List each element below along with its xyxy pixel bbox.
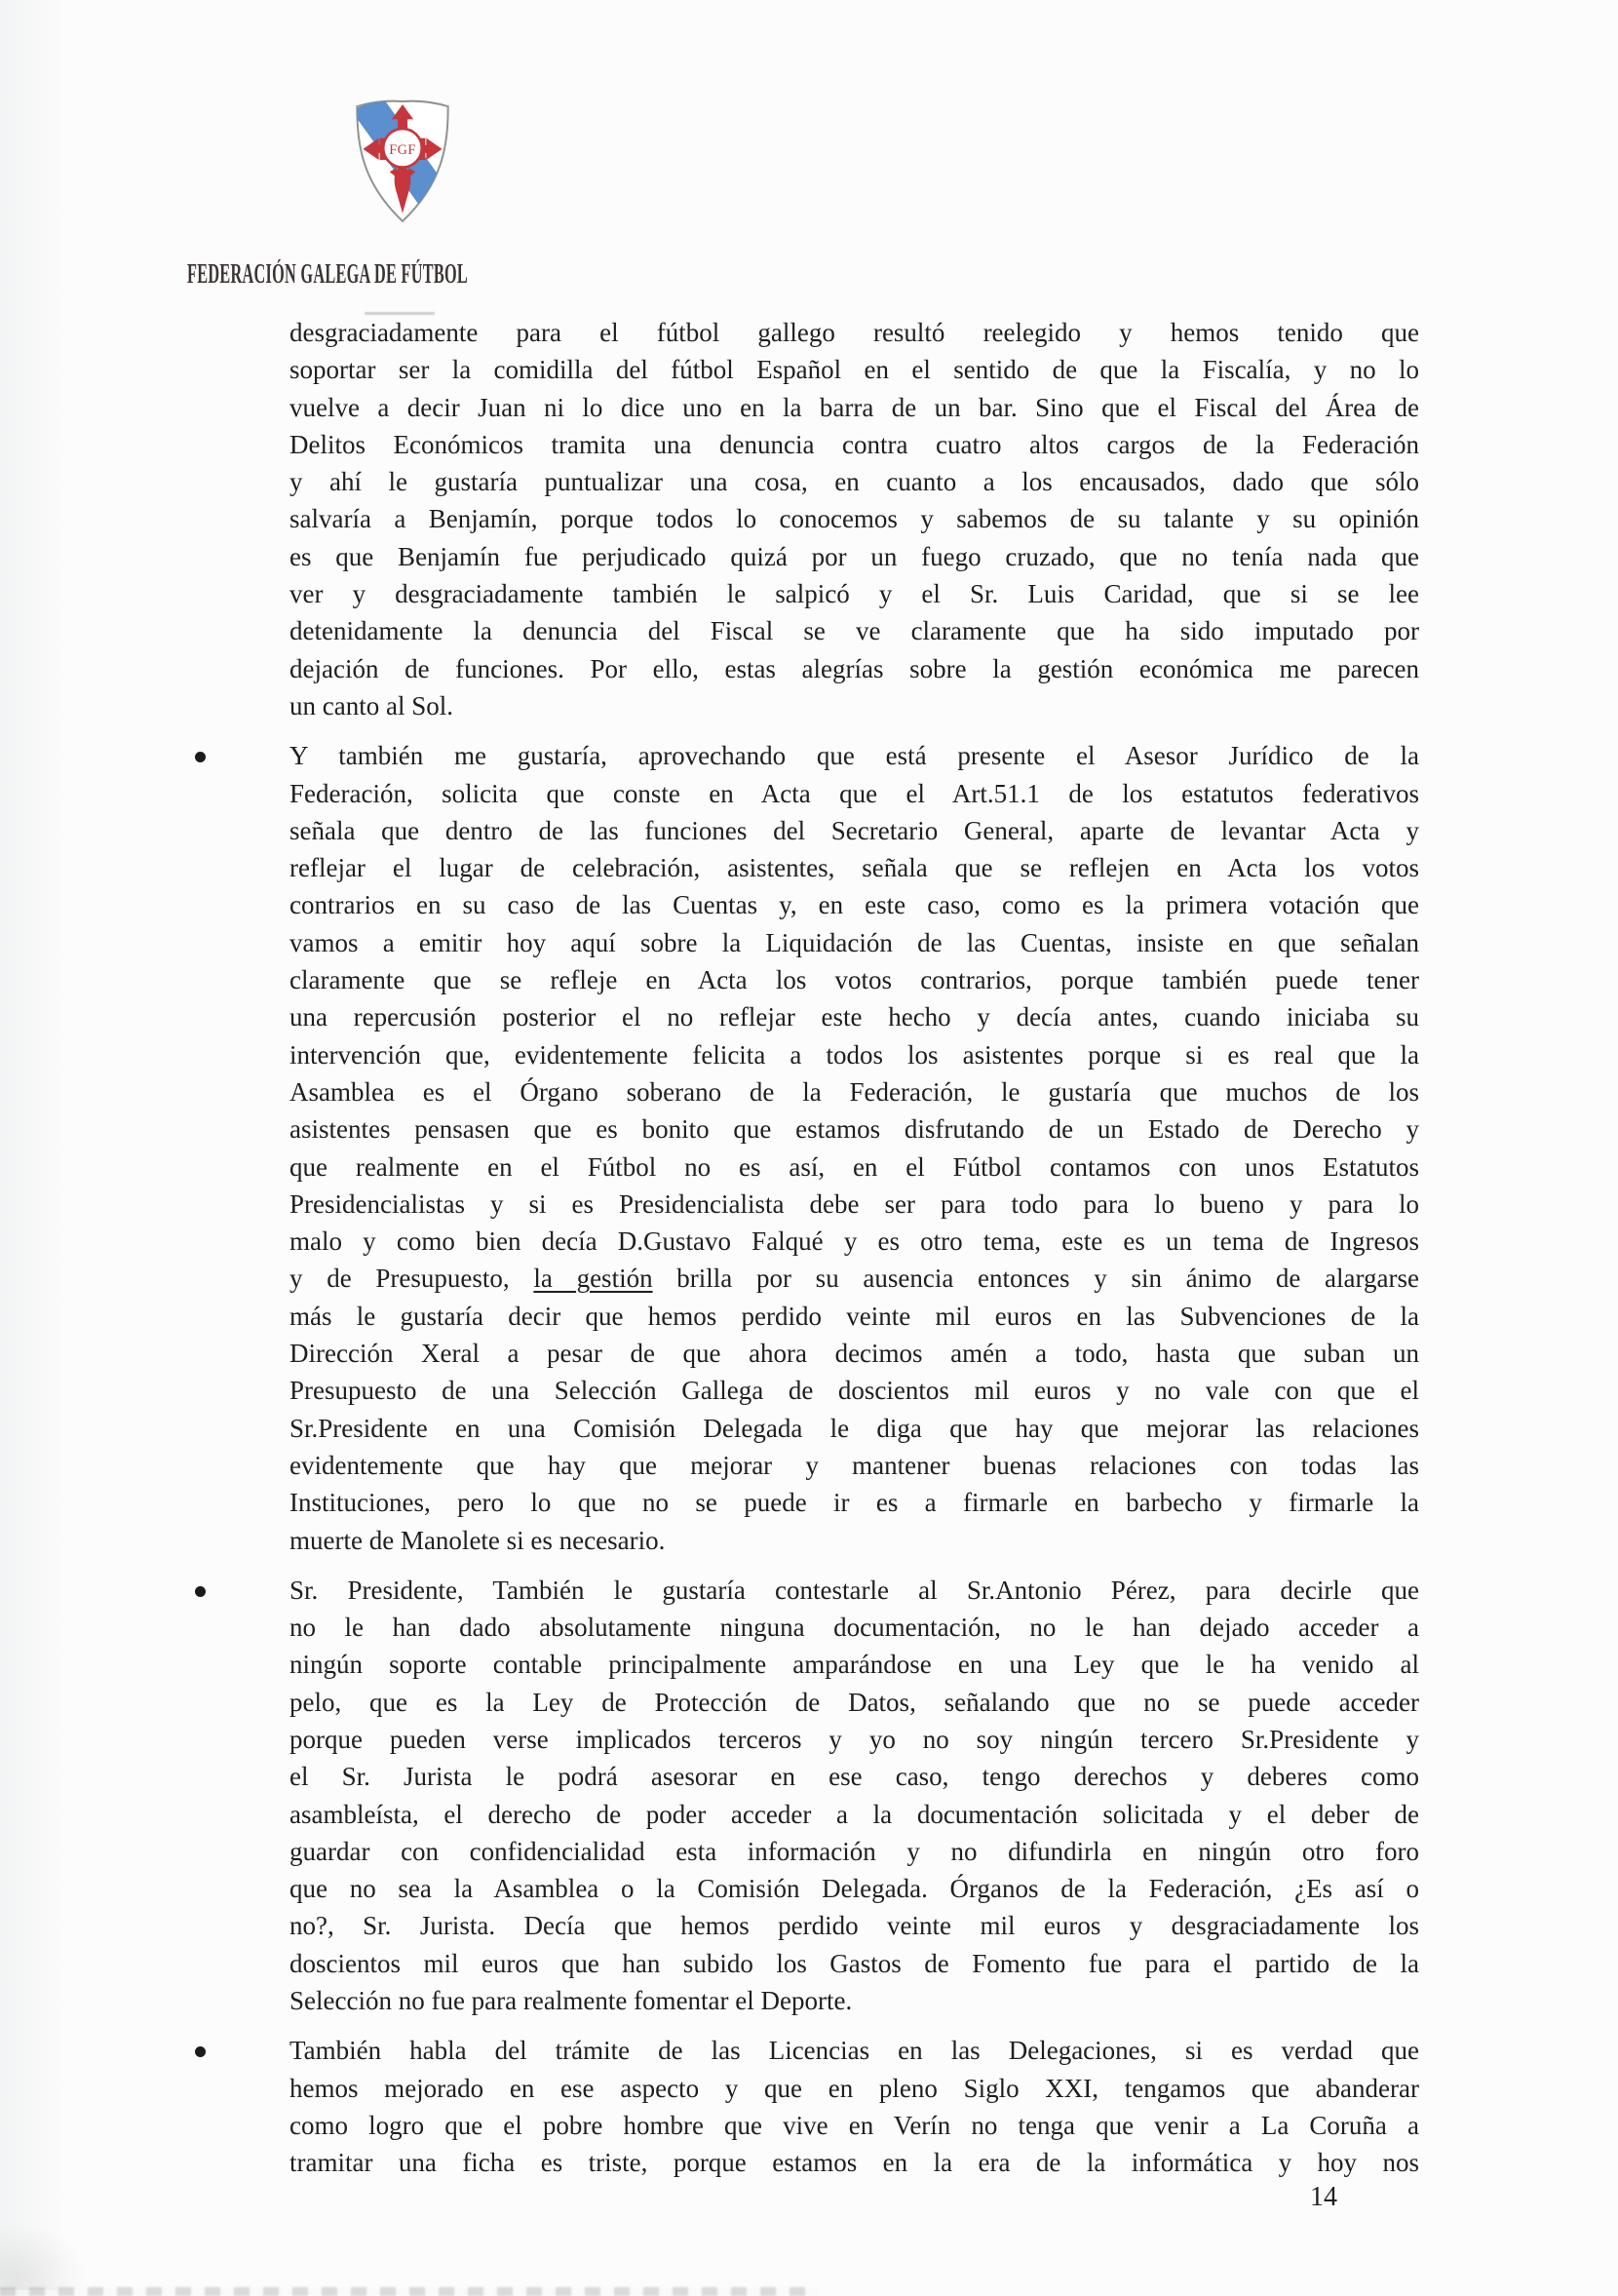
text-line: desgraciadamente para el fútbol gallego resultó reelegido y hemos tenido que (289, 318, 1419, 347)
text-line: más le gustaría decir que hemos perdido veinte mil euros en las Subvenciones de la (289, 1301, 1419, 1331)
text-line: ningún soporte contable principalmente amparándose en una Ley que le ha venido al (289, 1650, 1419, 1680)
text-line: malo y como bien decía D.Gustavo Falqué y es otro tema, este es un tema de Ingresos (289, 1226, 1419, 1257)
text-line: asistentes pensasen que es bonito que estamos disfrutando de un Estado de Derecho y (289, 1114, 1419, 1145)
paragraph (195, 2032, 1419, 2181)
text-line: hemos mejorado en ese aspecto y que en pleno Siglo XXI, tengamos que abanderar (289, 2073, 1419, 2103)
text-line: tramitar una ficha es triste, porque estamos en la era de la informática y hoy nos (289, 2148, 1419, 2178)
text-line: ver y desgraciadamente también le salpicó y el Sr. Luis Caridad, que si se lee (289, 579, 1419, 609)
text-line: asambleísta, el derecho de poder acceder a la documentación solicitada y el deber de (289, 1799, 1419, 1829)
bullet-column (195, 2032, 289, 2181)
text-line: como logro que el pobre hombre que vive en Verín no tenga que venir a La Coruña a (289, 2110, 1419, 2140)
shield-logo-icon (347, 93, 458, 229)
text-line: pelo, que es la Ley de Protección de Datos, señalando que no se puede acceder (289, 1687, 1419, 1717)
text-line: Presidencialistas y si es Presidencialista debe ser para todo para lo bueno y para lo (289, 1188, 1419, 1219)
text-line: guardar con confidencialidad esta información y no difundirla en ningún otro foro (289, 1836, 1419, 1866)
text-line: reflejar el lugar de celebración, asistentes, señala que se reflejen en Acta los votos (289, 853, 1419, 883)
text-line: evidentemente que hay que mejorar y mantener buenas relaciones con todas las (289, 1450, 1419, 1480)
paragraph (195, 314, 1419, 724)
text-line: es que Benjamín fue perjudicado quizá por un fuego cruzado, que no tenía nada que (289, 541, 1419, 571)
text-line: soportar ser la comidilla del fútbol Español en el sentido de que la Fiscalía, y no lo (289, 355, 1419, 385)
org-name-title: FEDERACIÓN GALEGA DE FÚTBOL (187, 259, 469, 290)
scan-streak (0, 2287, 819, 2296)
page-number: 14 (1310, 2182, 1337, 2212)
text-line: claramente que se refleje en Acta los votos contrarios, porque también puede tener (289, 965, 1419, 995)
text-line: Presupuesto de una Selección Gallega de doscientos mil euros y no vale con que el (289, 1376, 1419, 1406)
bullet-marker (195, 752, 206, 762)
text-line: salvaría a Benjamín, porque todos lo conocemos y sabemos de su talante y su opinión (289, 504, 1419, 534)
document-body (195, 314, 1419, 2182)
paragraph-text (289, 737, 1419, 1559)
text-line: no?, Sr. Jurista. Decía que hemos perdido veinte mil euros y desgraciadamente los (289, 1911, 1419, 1941)
text-line: que no sea la Asamblea o la Comisión Delegada. Órganos de la Federación, ¿Es así o (289, 1874, 1419, 1904)
paragraph-text (289, 1572, 1419, 2020)
text-line: no le han dado absolutamente ninguna documentación, no le han dejado acceder a (289, 1613, 1419, 1643)
bullet-column (195, 737, 289, 1559)
text-line: intervención que, evidentemente felicita a todos los asistentes porque si es real que la (289, 1039, 1419, 1070)
text-line: Sr.Presidente en una Comisión Delegada le diga que hay que mejorar las relaciones (289, 1413, 1419, 1443)
text-line: que realmente en el Fútbol no es así, en el Fútbol contamos con unos Estatutos (289, 1151, 1419, 1182)
scan-smudge (0, 2222, 88, 2290)
text-line: y de Presupuesto, la gestión brilla por su ausencia entonces y sin ánimo de alargarse (289, 1264, 1419, 1294)
text-line: Asamblea es el Órgano soberano de la Federación, le gustaría que muchos de los (289, 1076, 1419, 1107)
text-line: detenidamente la denuncia del Fiscal se ve claramente que ha sido imputado por (289, 616, 1419, 646)
bullet-column (195, 1572, 289, 2020)
text-line: Federación, solicita que conste en Acta que el Art.51.1 de los estatutos federativos (289, 778, 1419, 808)
text-line: un canto al Sol. (289, 690, 453, 720)
text-line: y ahí le gustaría puntualizar una cosa, en cuanto a los encausados, dado que sólo (289, 467, 1419, 497)
paragraph (195, 1572, 1419, 2020)
text-line: señala que dentro de las funciones del Secretario General, aparte de levantar Acta y (289, 815, 1419, 845)
indent-column (195, 314, 289, 724)
text-line: Instituciones, pero lo que no se puede ir es a firmarle en barbecho y firmarle la (289, 1488, 1419, 1518)
text-line: doscientos mil euros que han subido los Gastos de Fomento fue para el partido de la (289, 1948, 1419, 1978)
text-line: Sr. Presidente, También le gustaría contestarle al Sr.Antonio Pérez, para decirle que (289, 1575, 1419, 1605)
text-line: contrarios en su caso de las Cuentas y, en este caso, como es la primera votación que (289, 890, 1419, 920)
text-line: Delitos Económicos tramita una denuncia contra cuatro altos cargos de la Federación (289, 429, 1419, 459)
bullet-marker (195, 1586, 206, 1597)
text-line: vamos a emitir hoy aquí sobre la Liquidación de las Cuentas, insiste en que señalan (289, 927, 1419, 957)
text-line: También habla del trámite de las Licencias en las Delegaciones, si es verdad que (289, 2036, 1419, 2066)
scan-edge-tint (0, 0, 68, 2296)
bullet-marker (195, 2046, 206, 2057)
federation-logo (347, 93, 458, 229)
text-line: muerte de Manolete si es necesario. (289, 1525, 666, 1555)
text-line: porque pueden verse implicados terceros y yo no soy ningún tercero Sr.Presidente y (289, 1724, 1419, 1754)
paragraph (195, 737, 1419, 1559)
text-line: vuelve a decir Juan ni lo dice uno en la barra de un bar. Sino que el Fiscal del Área de (289, 392, 1419, 422)
text-line: Dirección Xeral a pesar de que ahora decimos amén a todo, hasta que suban un (289, 1339, 1419, 1369)
text-line: Y también me gustaría, aprovechando que está presente el Asesor Jurídico de la (289, 741, 1419, 771)
text-line: Selección no fue para realmente fomentar el Deporte. (289, 1986, 853, 2016)
paragraph-text (289, 314, 1419, 724)
logo-monogram: FGF (389, 141, 416, 158)
paragraph-text (289, 2032, 1419, 2181)
text-line: dejación de funciones. Por ello, estas alegrías sobre la gestión económica me parecen (289, 653, 1419, 683)
text-line: una repercusión posterior el no reflejar este hecho y decía antes, cuando iniciaba su (289, 1002, 1419, 1032)
text-line: el Sr. Jurista le podrá asesorar en ese caso, tengo derechos y deberes como (289, 1762, 1419, 1792)
